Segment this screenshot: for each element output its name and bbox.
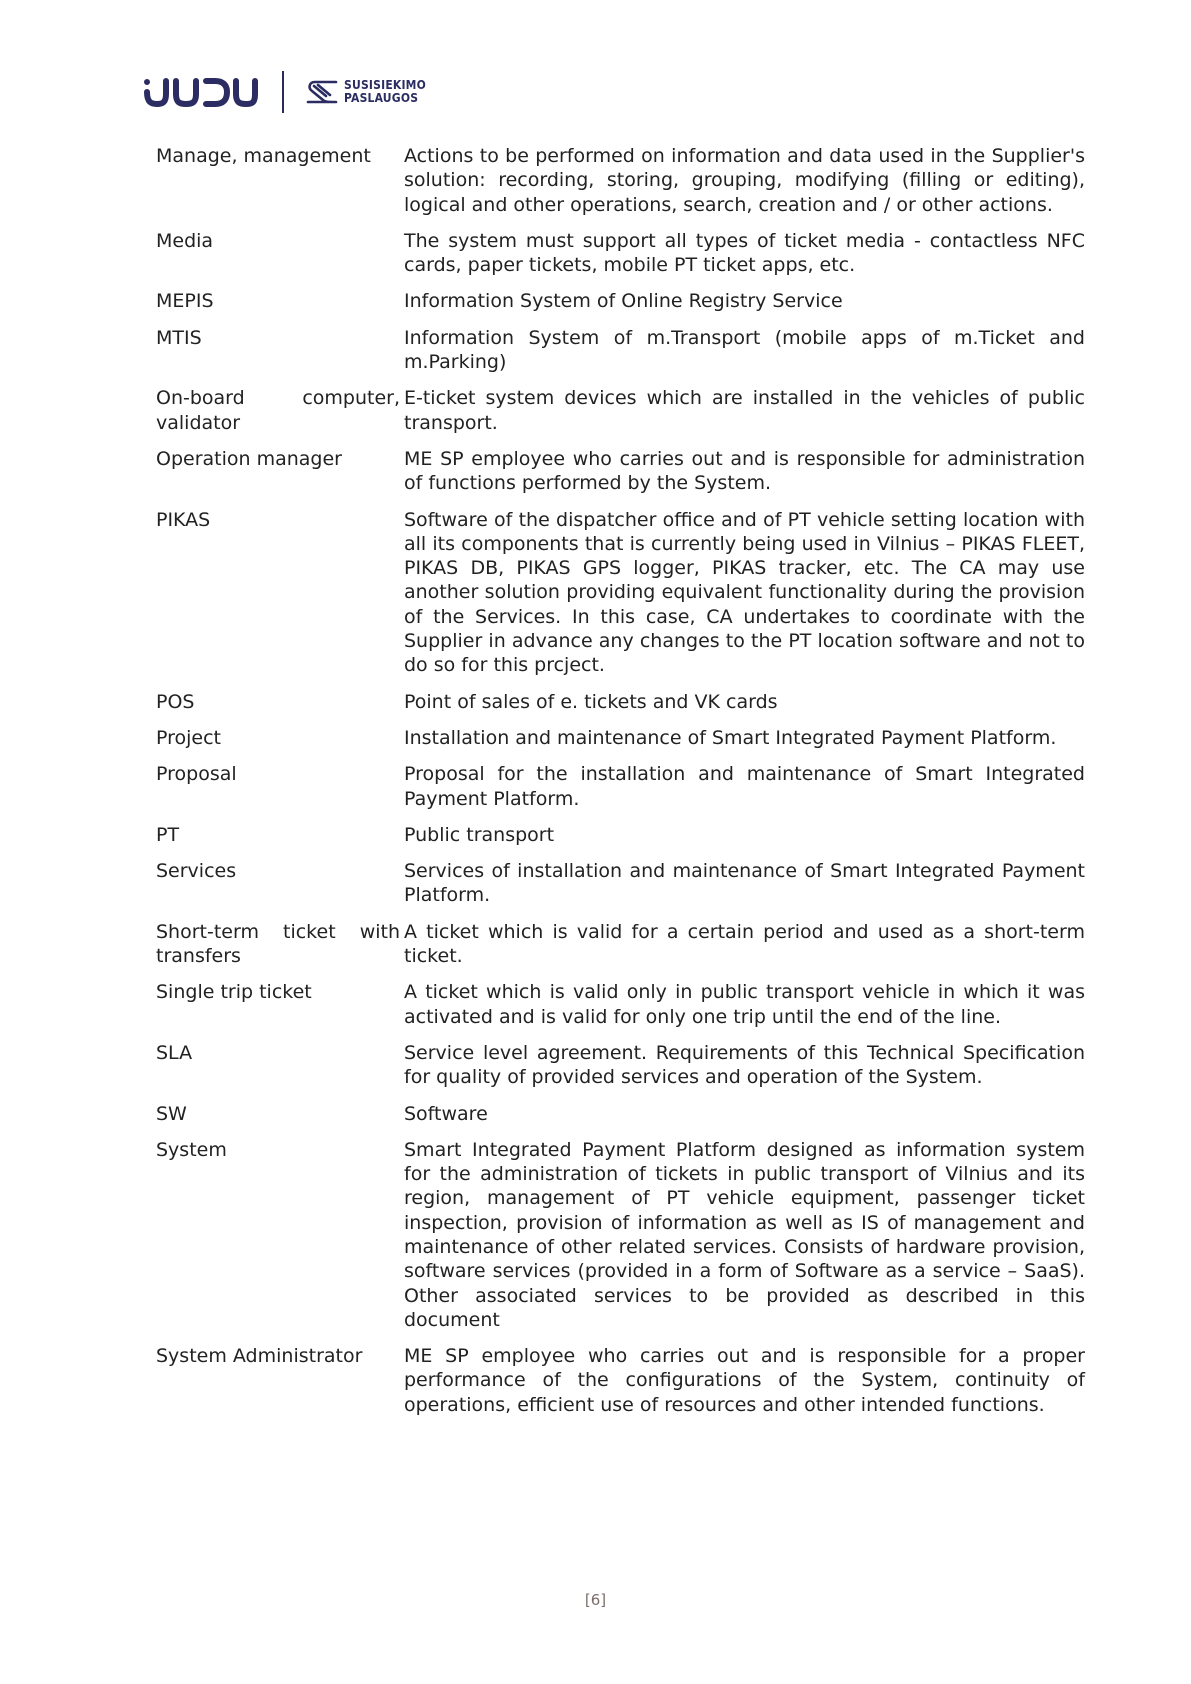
- glossary-row: [156, 1041, 1086, 1090]
- logo-text-line2: PASLAUGOS: [344, 91, 419, 105]
- glossary-term: Proposal: [156, 763, 237, 786]
- glossary-term: MTIS: [156, 326, 202, 349]
- page-number: [6]: [584, 1591, 607, 1609]
- glossary-definition: Information System of Online Registry Service: [404, 290, 843, 313]
- glossary-row: [156, 447, 1086, 496]
- glossary-term: PT: [156, 823, 180, 846]
- glossary-definition: Services of installation and maintenance of Smart Integrated Payment Platform.: [404, 860, 1085, 907]
- glossary-term: MEPIS: [156, 290, 214, 313]
- judu-logo: [143, 76, 258, 108]
- glossary-term: Media: [156, 229, 214, 252]
- glossary-row: [156, 726, 1086, 750]
- glossary-row: [156, 326, 1086, 375]
- glossary-row: [156, 144, 1086, 217]
- glossary-definition: The system must support all types of ticket media - contactless NFC cards, paper tickets, mobile PT ticket apps, etc.: [404, 229, 1085, 277]
- glossary-definition: A ticket which is valid only in public transport vehicle in which it was activated and is valid for only one trip until the end of the line.: [404, 981, 1085, 1028]
- glossary-row: [156, 920, 1086, 969]
- glossary-term: Project: [156, 726, 222, 749]
- susisiekimo-paslaugos-logo: [306, 79, 426, 105]
- glossary-term: On-board computer, validator: [156, 387, 400, 434]
- glossary-row: [156, 386, 1086, 435]
- glossary-row: [156, 1138, 1086, 1332]
- glossary-definition: ME SP employee who carries out and is responsible for a proper performance of the configurations of the System, continuity of operations, efficient use of resources and other intended functions.: [404, 1345, 1085, 1416]
- glossary-definition: Point of sales of e. tickets and VK cards: [404, 690, 778, 713]
- glossary-definition: Installation and maintenance of Smart Integrated Payment Platform.: [404, 726, 1057, 749]
- glossary-definition: Public transport: [404, 823, 555, 846]
- glossary-row: [156, 1344, 1086, 1417]
- glossary-term: Manage, management: [156, 145, 371, 167]
- glossary-table: [156, 144, 1086, 1429]
- glossary-definition: Information System of m.Transport (mobile apps of m.Ticket and m.Parking): [404, 326, 1085, 374]
- glossary-row: [156, 289, 1086, 313]
- glossary-definition: ME SP employee who carries out and is responsible for administration of functions performed by the System.: [404, 447, 1085, 495]
- glossary-term: System Administrator: [156, 1345, 363, 1368]
- logo-text-line1: SUSISIEKIMO: [344, 78, 426, 92]
- logo-divider: [282, 71, 284, 113]
- glossary-definition: Smart Integrated Payment Platform designed as information system for the administration of tickets in public transport of Vilnius and its region, management of PT vehicle equipment, passenger ticket inspection, provision of information as well as IS of management and maintenance of other related services. Consists of hardware provision, software services (provided in a form of Software as a service – SaaS). Other associated services to be provided as described in this document: [404, 1138, 1085, 1331]
- glossary-row: [156, 508, 1086, 678]
- glossary-row: [156, 980, 1086, 1029]
- glossary-definition: A ticket which is valid for a certain period and used as a short-term ticket.: [404, 920, 1085, 968]
- sp-swirl-icon: [306, 79, 338, 105]
- glossary-row: [156, 690, 1086, 714]
- glossary-term: Short-term ticket with transfers: [156, 920, 400, 968]
- glossary-row: [156, 859, 1086, 908]
- glossary-definition: Proposal for the installation and maintenance of Smart Integrated Payment Platform.: [404, 763, 1085, 810]
- glossary-term: Single trip ticket: [156, 981, 312, 1004]
- glossary-term: PIKAS: [156, 508, 211, 531]
- glossary-term: Operation manager: [156, 447, 342, 470]
- page-header: [143, 70, 426, 114]
- glossary-term: System: [156, 1138, 227, 1161]
- glossary-row: [156, 762, 1086, 811]
- glossary-definition: E-ticket system devices which are installed in the vehicles of public transport.: [404, 387, 1085, 434]
- judu-logo-icon: [143, 76, 258, 108]
- glossary-term: Services: [156, 860, 237, 883]
- glossary-definition: Service level agreement. Requirements of this Technical Specification for quality of provided services and operation of the System.: [404, 1041, 1085, 1089]
- glossary-row: [156, 1102, 1086, 1126]
- glossary-definition: Actions to be performed on information and data used in the Supplier's solution: recording, storing, grouping, modifying (filling or editing), logical and other operations, search, creation and / or other actions.: [404, 145, 1085, 216]
- glossary-definition: Software of the dispatcher office and of PT vehicle setting location with all its components that is currently being used in Vilnius – PIKAS FLEET, PIKAS DB, PIKAS GPS logger, PIKAS tracker, etc. The CA may use another solution providing equivalent functionality during the provision of the Services. In this case, CA undertakes to coordinate with the Supplier in advance any changes to the PT location software and not to do so for this prcject.: [404, 508, 1085, 677]
- glossary-row: [156, 229, 1086, 278]
- glossary-row: [156, 823, 1086, 847]
- glossary-term: SW: [156, 1102, 187, 1125]
- glossary-term: POS: [156, 690, 195, 713]
- glossary-definition: Software: [404, 1102, 488, 1125]
- glossary-term: SLA: [156, 1041, 193, 1064]
